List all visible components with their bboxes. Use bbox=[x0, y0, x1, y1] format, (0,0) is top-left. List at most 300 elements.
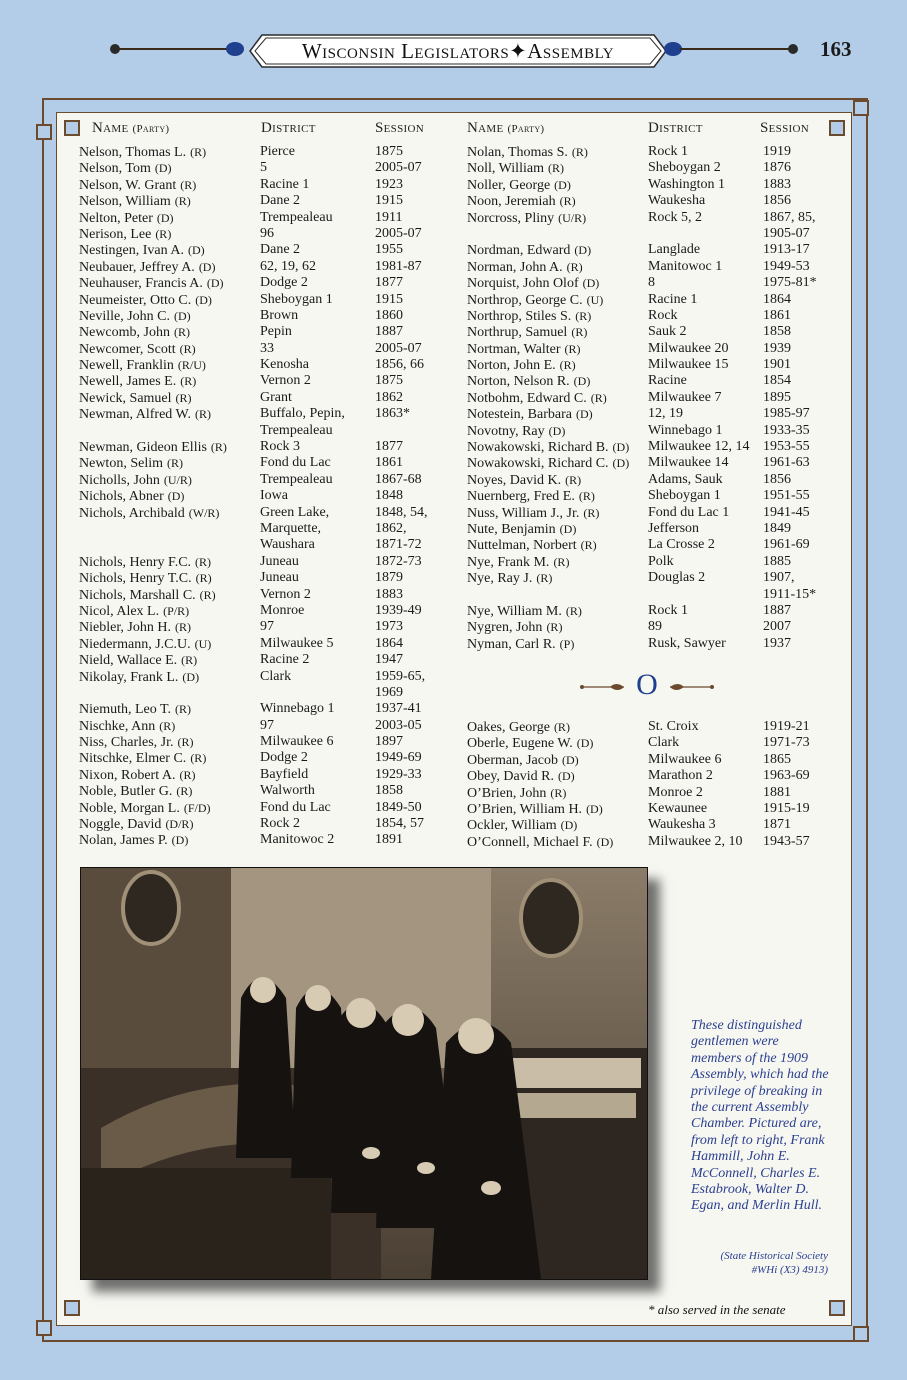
table-row bbox=[79, 603, 449, 619]
table-row bbox=[467, 226, 837, 242]
table-row bbox=[79, 292, 449, 308]
table-row bbox=[467, 406, 837, 422]
table-row bbox=[467, 801, 837, 817]
district-cell: Juneau bbox=[260, 553, 299, 569]
session-cell: 1871-72 bbox=[375, 537, 422, 553]
party-affiliation: (R) bbox=[155, 226, 172, 241]
party-affiliation: (U/R) bbox=[558, 210, 587, 225]
frame-corner-outer-br bbox=[853, 1326, 869, 1342]
district-cell: Buffalo, Pepin, bbox=[260, 406, 345, 422]
legislator-name bbox=[467, 768, 575, 785]
legislator-name-text: Norton, John E. bbox=[467, 358, 556, 374]
legislator-name-text: Niss, Charles, Jr. bbox=[79, 735, 174, 751]
legislator-name bbox=[467, 834, 613, 851]
district-cell: 5 bbox=[260, 160, 267, 176]
district-cell: Winnebago 1 bbox=[260, 701, 335, 717]
legislator-name bbox=[467, 455, 629, 472]
legislator-name bbox=[467, 308, 591, 325]
district-cell: Rock 3 bbox=[260, 439, 301, 455]
legislator-name bbox=[79, 373, 196, 390]
session-cell: 1947 bbox=[375, 652, 403, 668]
frame-corner-bl bbox=[64, 1300, 80, 1316]
party-affiliation: (R) bbox=[159, 718, 176, 733]
party-affiliation: (D) bbox=[206, 276, 224, 291]
table-row bbox=[79, 537, 449, 553]
legislator-name-text: Noyes, David K. bbox=[467, 472, 562, 488]
table-row bbox=[467, 505, 837, 521]
legislator-name-text: Nye, Frank M. bbox=[467, 554, 550, 570]
legislator-name bbox=[79, 242, 205, 259]
legislator-name bbox=[79, 308, 191, 325]
party-affiliation: (D) bbox=[612, 456, 630, 471]
header-right-rule bbox=[680, 48, 792, 50]
party-affiliation: (D/R) bbox=[165, 817, 194, 832]
table-row bbox=[467, 719, 837, 735]
district-cell: Racine bbox=[648, 373, 687, 389]
legislator-name-text: Newman, Gideon Ellis bbox=[79, 440, 207, 456]
header-banner bbox=[248, 33, 668, 69]
table-row bbox=[467, 242, 837, 258]
legislator-name-text: O’Connell, Michael F. bbox=[467, 834, 593, 850]
party-affiliation: (D) bbox=[154, 161, 172, 176]
party-affiliation: (D) bbox=[559, 521, 577, 536]
table-row bbox=[79, 439, 449, 455]
legislator-name bbox=[467, 439, 629, 456]
table-row bbox=[467, 636, 837, 652]
legislator-name bbox=[467, 817, 577, 834]
party-affiliation: (R) bbox=[180, 177, 197, 192]
frame-corner-tl bbox=[64, 120, 80, 136]
party-affiliation: (R) bbox=[590, 390, 607, 405]
table-row bbox=[467, 144, 837, 160]
district-cell: Juneau bbox=[260, 570, 299, 586]
legislator-name-text: Obey, David R. bbox=[467, 769, 554, 785]
legislator-name-text: Nye, Ray J. bbox=[467, 571, 533, 587]
legislator-name bbox=[79, 505, 219, 522]
district-cell: St. Croix bbox=[648, 719, 699, 734]
legislator-name-text: Nixon, Robert A. bbox=[79, 767, 176, 783]
historical-photo bbox=[80, 867, 648, 1280]
party-affiliation: (R) bbox=[199, 587, 216, 602]
district-cell: Marquette, bbox=[260, 520, 322, 536]
district-cell: Rusk, Sawyer bbox=[648, 635, 726, 651]
session-cell: 1862, bbox=[375, 520, 407, 536]
session-cell: 1985-97 bbox=[763, 406, 810, 422]
session-cell: 1915-19 bbox=[763, 800, 810, 816]
party-affiliation: (R) bbox=[181, 653, 198, 668]
party-affiliation: (R) bbox=[580, 538, 597, 553]
table-row bbox=[79, 701, 449, 717]
session-cell: 1854 bbox=[763, 373, 791, 389]
legislator-name-text: Niebler, John H. bbox=[79, 620, 171, 636]
table-row bbox=[79, 160, 449, 176]
party-affiliation: (D) bbox=[575, 407, 593, 422]
district-cell: Milwaukee 2, 10 bbox=[648, 833, 743, 849]
party-affiliation: (D) bbox=[560, 818, 578, 833]
photo-caption: These distinguished gentlemen were members of the 1909 Assembly, which had the privilege of breaking in the current Assembly Chamber. Pictured are, from left to right, Frank Hammill, John E. McConnell, Charles E. Estabrook, Walter D. Egan, and Merlin Hull. bbox=[691, 1018, 829, 1214]
legislator-name bbox=[467, 719, 570, 736]
district-cell: Fond du Lac bbox=[260, 799, 331, 815]
legislator-name bbox=[79, 439, 227, 456]
legislator-name-text: O’Brien, John bbox=[467, 785, 547, 801]
session-cell: 1955 bbox=[375, 242, 403, 258]
party-affiliation: (R) bbox=[571, 325, 588, 340]
district-cell: Kewaunee bbox=[648, 800, 708, 816]
district-cell: Grant bbox=[260, 389, 292, 405]
district-cell: Pierce bbox=[260, 144, 295, 159]
session-cell: 1907, bbox=[763, 570, 795, 586]
session-cell: 1864 bbox=[763, 291, 791, 307]
district-cell: 97 bbox=[260, 717, 274, 733]
legislator-name bbox=[79, 341, 196, 358]
legislator-name bbox=[467, 324, 587, 341]
legislator-name-text: Notbohm, Edward C. bbox=[467, 390, 587, 406]
session-cell: 1939-49 bbox=[375, 602, 422, 618]
district-cell: Langlade bbox=[648, 242, 701, 258]
party-affiliation: (U) bbox=[194, 636, 212, 651]
left-legislator-list bbox=[79, 144, 449, 849]
right-legislator-list bbox=[467, 144, 837, 652]
legislator-name-text: Newell, James E. bbox=[79, 374, 177, 390]
legislator-name-text: Oakes, George bbox=[467, 720, 550, 735]
party-affiliation: (R) bbox=[564, 341, 581, 356]
table-row bbox=[79, 373, 449, 389]
district-cell: Rock 5, 2 bbox=[648, 209, 703, 225]
table-row bbox=[79, 488, 449, 504]
district-cell: Trempealeau bbox=[260, 471, 333, 487]
table-row bbox=[79, 685, 449, 701]
header-right-dot bbox=[788, 44, 798, 54]
table-row bbox=[79, 521, 449, 537]
session-cell: 1901 bbox=[763, 357, 791, 373]
party-affiliation: (R) bbox=[174, 194, 191, 209]
legislator-name-text: Norquist, John Olof bbox=[467, 276, 579, 292]
legislator-name-text: Norcross, Pliny bbox=[467, 210, 555, 226]
legislator-name bbox=[467, 275, 599, 292]
legislator-name bbox=[79, 685, 83, 702]
legislator-name bbox=[467, 226, 471, 243]
session-cell: 1887 bbox=[763, 602, 791, 618]
legislator-name bbox=[79, 193, 191, 210]
table-row bbox=[79, 800, 449, 816]
table-row bbox=[467, 735, 837, 751]
legislator-name-text: Nuttelman, Norbert bbox=[467, 538, 577, 554]
district-cell: Racine 1 bbox=[648, 291, 698, 307]
district-cell: Milwaukee 20 bbox=[648, 340, 729, 356]
party-affiliation: (R/U) bbox=[177, 358, 206, 373]
legislator-name bbox=[467, 752, 579, 769]
session-cell: 2003-05 bbox=[375, 717, 422, 733]
legislator-name-text: Nelson, William bbox=[79, 194, 171, 210]
session-cell: 1864 bbox=[375, 635, 403, 651]
session-cell: 1923 bbox=[375, 176, 403, 192]
legislator-name bbox=[79, 587, 216, 604]
session-cell: 1961-69 bbox=[763, 537, 810, 553]
legislator-name-text: Nicholls, John bbox=[79, 472, 160, 488]
district-cell: Sauk 2 bbox=[648, 324, 687, 340]
table-row bbox=[467, 292, 837, 308]
session-cell: 1915 bbox=[375, 193, 403, 209]
table-row bbox=[467, 160, 837, 176]
table-row bbox=[79, 324, 449, 340]
table-row bbox=[467, 537, 837, 553]
table-row bbox=[79, 669, 449, 685]
district-cell: Manitowoc 2 bbox=[260, 832, 335, 848]
table-row bbox=[467, 752, 837, 768]
table-row bbox=[79, 505, 449, 521]
table-row bbox=[79, 406, 449, 422]
photo-image bbox=[81, 868, 647, 1279]
legislator-name bbox=[79, 636, 211, 653]
legislator-name bbox=[79, 718, 175, 735]
legislator-name bbox=[79, 160, 172, 177]
district-cell: Rock 2 bbox=[260, 816, 301, 832]
table-row bbox=[79, 783, 449, 799]
legislator-name bbox=[467, 735, 593, 752]
session-cell: 1911 bbox=[375, 209, 403, 225]
district-cell: Milwaukee 6 bbox=[648, 751, 722, 767]
legislator-name-text: Nerison, Lee bbox=[79, 226, 152, 242]
district-cell: Walworth bbox=[260, 783, 315, 799]
party-affiliation: (F/D) bbox=[183, 800, 211, 815]
table-row bbox=[79, 587, 449, 603]
table-row bbox=[79, 554, 449, 570]
district-cell: 89 bbox=[648, 619, 662, 635]
table-row bbox=[79, 308, 449, 324]
left-session-header: Session bbox=[375, 120, 424, 136]
legislator-name-text: Northrup, Samuel bbox=[467, 325, 568, 341]
legislator-name-text: Newman, Alfred W. bbox=[79, 407, 191, 423]
legislator-name bbox=[79, 357, 206, 374]
party-affiliation: (P/R) bbox=[163, 603, 190, 618]
table-row bbox=[467, 455, 837, 471]
photo-credit bbox=[660, 1249, 828, 1277]
district-cell: Douglas 2 bbox=[648, 570, 706, 586]
table-row bbox=[467, 619, 837, 635]
legislator-name-text: Nichols, Marshall C. bbox=[79, 587, 196, 603]
legislator-name bbox=[467, 406, 593, 423]
session-cell: 1953-55 bbox=[763, 439, 810, 455]
session-cell: 1871 bbox=[763, 817, 791, 833]
session-cell: 2007 bbox=[763, 619, 791, 635]
legislator-name bbox=[467, 177, 571, 194]
table-row bbox=[79, 144, 449, 160]
session-cell: 1883 bbox=[375, 586, 403, 602]
session-cell: 1951-55 bbox=[763, 488, 810, 504]
session-cell: 1856 bbox=[763, 471, 791, 487]
session-cell: 1863* bbox=[375, 406, 410, 422]
table-row bbox=[79, 242, 449, 258]
legislator-name-text: Newton, Selim bbox=[79, 456, 163, 472]
district-cell: Waushara bbox=[260, 537, 315, 553]
legislator-name-text: Nischke, Ann bbox=[79, 718, 156, 734]
session-cell: 1891 bbox=[375, 832, 403, 848]
party-affiliation: (W/R) bbox=[188, 505, 220, 520]
table-row bbox=[467, 603, 837, 619]
legislator-name-text: Nowakowski, Richard B. bbox=[467, 440, 609, 456]
legislator-name-text: Northrop, Stiles S. bbox=[467, 308, 572, 324]
party-affiliation: (R) bbox=[174, 620, 191, 635]
o-legislator-list bbox=[467, 719, 837, 850]
legislator-name-text: Noll, William bbox=[467, 161, 544, 177]
table-row bbox=[467, 785, 837, 801]
legislator-name bbox=[79, 324, 190, 341]
session-cell: 1856, 66 bbox=[375, 357, 424, 373]
legislator-name-text: Nolan, Thomas S. bbox=[467, 145, 568, 160]
table-row bbox=[467, 570, 837, 586]
legislator-name bbox=[79, 455, 183, 472]
legislator-name bbox=[79, 832, 188, 849]
session-cell: 1883 bbox=[763, 176, 791, 192]
district-cell: Green Lake, bbox=[260, 504, 330, 520]
party-affiliation: (D) bbox=[548, 423, 566, 438]
page-number: 163 bbox=[820, 37, 852, 61]
party-affiliation: (R) bbox=[547, 161, 564, 176]
district-cell: 33 bbox=[260, 340, 274, 356]
district-cell: Dodge 2 bbox=[260, 750, 308, 766]
legislator-name-text: Ockler, William bbox=[467, 818, 557, 834]
legislator-name-text: Nuernberg, Fred E. bbox=[467, 489, 575, 505]
party-header-label: (Party) bbox=[132, 123, 170, 135]
legislator-name bbox=[467, 423, 565, 440]
session-cell: 1875 bbox=[375, 373, 403, 389]
table-row bbox=[79, 341, 449, 357]
session-cell: 1975-81* bbox=[763, 275, 817, 291]
legislator-name bbox=[467, 521, 576, 538]
legislator-name-text: Oberman, Jacob bbox=[467, 752, 558, 768]
session-cell: 1885 bbox=[763, 553, 791, 569]
party-affiliation: (D) bbox=[167, 489, 185, 504]
district-cell: 8 bbox=[648, 275, 655, 291]
table-row bbox=[467, 357, 837, 373]
legislator-name bbox=[467, 554, 569, 571]
legislator-name-text: Nitschke, Elmer C. bbox=[79, 751, 187, 767]
frame-corner-outer-bl bbox=[36, 1320, 52, 1336]
session-cell: 1895 bbox=[763, 389, 791, 405]
party-affiliation: (R) bbox=[550, 785, 567, 800]
legislator-name bbox=[467, 390, 607, 407]
district-cell: Manitowoc 1 bbox=[648, 258, 723, 274]
session-cell: 1937-41 bbox=[375, 701, 422, 717]
legislator-name-text: Nelton, Peter bbox=[79, 210, 153, 226]
district-cell: Waukesha bbox=[648, 193, 706, 209]
legislator-name bbox=[467, 242, 591, 259]
table-row bbox=[79, 767, 449, 783]
table-row bbox=[467, 308, 837, 324]
district-cell: Jefferson bbox=[648, 520, 700, 536]
legislator-name bbox=[467, 785, 566, 802]
table-row bbox=[79, 177, 449, 193]
district-cell: Monroe bbox=[260, 602, 305, 618]
party-affiliation: (R) bbox=[553, 720, 570, 734]
district-cell: Milwaukee 12, 14 bbox=[648, 439, 750, 455]
district-cell: Bayfield bbox=[260, 766, 309, 782]
legislator-name-text: Notestein, Barbara bbox=[467, 407, 572, 423]
party-affiliation: (R) bbox=[583, 505, 600, 520]
legislator-name bbox=[467, 373, 590, 390]
party-affiliation: (R) bbox=[190, 751, 207, 766]
party-affiliation: (R) bbox=[179, 341, 196, 356]
session-cell: 1848, 54, bbox=[375, 504, 428, 520]
legislator-name-text: Nicol, Alex L. bbox=[79, 603, 160, 619]
party-affiliation: (R) bbox=[566, 259, 583, 274]
legislator-name bbox=[467, 570, 552, 587]
legislator-name-text: Nolan, James P. bbox=[79, 833, 168, 849]
legislator-name bbox=[467, 587, 471, 604]
table-row bbox=[79, 455, 449, 471]
name-header-label: Name bbox=[92, 120, 129, 136]
session-cell: 1881 bbox=[763, 784, 791, 800]
session-cell: 1876 bbox=[763, 160, 791, 176]
party-affiliation: (D) bbox=[582, 276, 600, 291]
district-cell: Milwaukee 15 bbox=[648, 357, 729, 373]
table-row bbox=[79, 275, 449, 291]
legislator-name bbox=[79, 406, 211, 423]
session-cell: 1929-33 bbox=[375, 766, 422, 782]
table-row bbox=[79, 357, 449, 373]
party-affiliation: (R) bbox=[559, 194, 576, 209]
legislator-name-text: Nye, William M. bbox=[467, 603, 562, 619]
table-row bbox=[467, 324, 837, 340]
legislator-name bbox=[467, 193, 576, 210]
table-row bbox=[467, 210, 837, 226]
party-affiliation: (R) bbox=[553, 554, 570, 569]
legislator-name-text: Noller, George bbox=[467, 177, 551, 193]
district-cell: Milwaukee 6 bbox=[260, 734, 334, 750]
party-affiliation: (D) bbox=[576, 736, 594, 751]
district-cell: Milwaukee 5 bbox=[260, 635, 334, 651]
table-row bbox=[79, 619, 449, 635]
legislator-name bbox=[79, 734, 194, 751]
district-cell: Fond du Lac bbox=[260, 455, 331, 471]
session-cell: 1849 bbox=[763, 520, 791, 536]
district-cell: Dodge 2 bbox=[260, 275, 308, 291]
legislator-name bbox=[467, 488, 595, 505]
legislator-name-text: Neumeister, Otto C. bbox=[79, 292, 192, 308]
party-affiliation: (D) bbox=[596, 834, 614, 849]
table-row bbox=[467, 373, 837, 389]
session-cell: 1897 bbox=[375, 734, 403, 750]
party-affiliation: (D) bbox=[182, 669, 200, 684]
session-cell: 1875 bbox=[375, 144, 403, 159]
district-cell: 62, 19, 62 bbox=[260, 258, 316, 274]
legislator-name bbox=[467, 357, 576, 374]
table-row bbox=[79, 832, 449, 848]
table-row bbox=[79, 210, 449, 226]
table-row bbox=[467, 275, 837, 291]
session-cell: 1973 bbox=[375, 619, 403, 635]
legislator-name bbox=[79, 423, 83, 440]
legislator-name bbox=[79, 521, 83, 538]
district-cell: Racine 2 bbox=[260, 652, 310, 668]
legislator-name bbox=[79, 488, 184, 505]
right-name-header bbox=[467, 120, 544, 137]
legislator-name-text: Nelson, W. Grant bbox=[79, 177, 177, 193]
legislator-name-text: Northrop, George C. bbox=[467, 292, 583, 308]
legislator-name-text: Nuss, William J., Jr. bbox=[467, 505, 580, 521]
district-cell: Monroe 2 bbox=[648, 784, 703, 800]
party-affiliation: (R) bbox=[190, 145, 207, 159]
legislator-name-text: Niemuth, Leo T. bbox=[79, 702, 172, 718]
session-cell: 1905-07 bbox=[763, 225, 810, 241]
page-title: Wisconsin Legislators✦Assembly bbox=[301, 38, 615, 63]
party-affiliation: (R) bbox=[179, 767, 196, 782]
party-affiliation: (D) bbox=[573, 374, 591, 389]
session-cell: 1939 bbox=[763, 340, 791, 356]
photo-credit-line-1: (State Historical Society bbox=[720, 1250, 828, 1262]
district-cell: Dane 2 bbox=[260, 242, 301, 258]
legislator-name bbox=[79, 275, 224, 292]
